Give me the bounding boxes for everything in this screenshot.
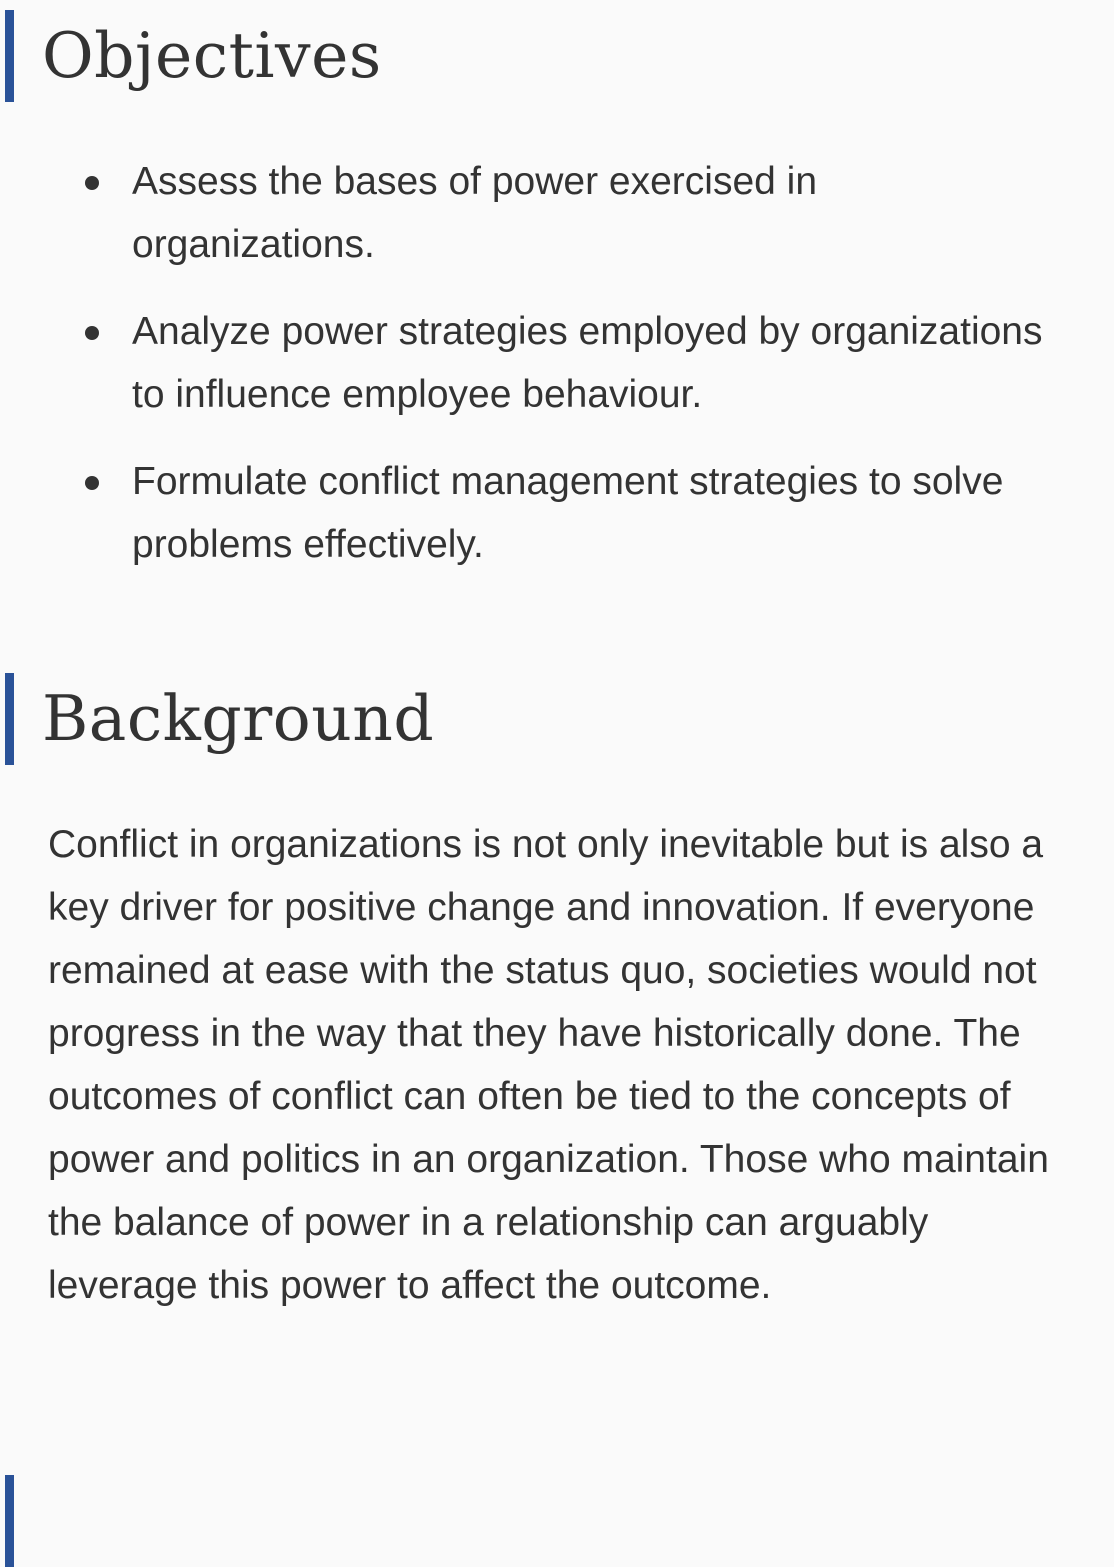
list-item [0,450,1114,576]
bullet-icon [85,176,99,190]
list-item [0,300,1114,426]
objectives-list [0,150,1114,600]
background-heading: Background [5,673,434,765]
background-paragraph: Conflict in organizations is not only inevitable but is also a key driver for positive change and innovation. If everyone remained at ease with the status quo, societies would not progress in the way that they have historically done. The outcomes of conflict can often be tied to the concepts of power and politics in an organization. Those who maintain the balance of power in a relationship can arguably leverage this power to affect the outcome. [48,823,1049,1307]
list-item-text: Analyze power strategies employed by organizations to influence employee behaviour. [132,310,1043,416]
objectives-heading: Objectives [5,10,382,102]
list-item [0,150,1114,276]
list-item-text: Assess the bases of power exercised in organizations. [132,160,818,266]
list-item-text: Formulate conflict management strategies to solve problems effectively. [132,460,1004,566]
bullet-icon [85,476,99,490]
bullet-icon [85,326,99,340]
next-section-heading [5,1475,42,1567]
